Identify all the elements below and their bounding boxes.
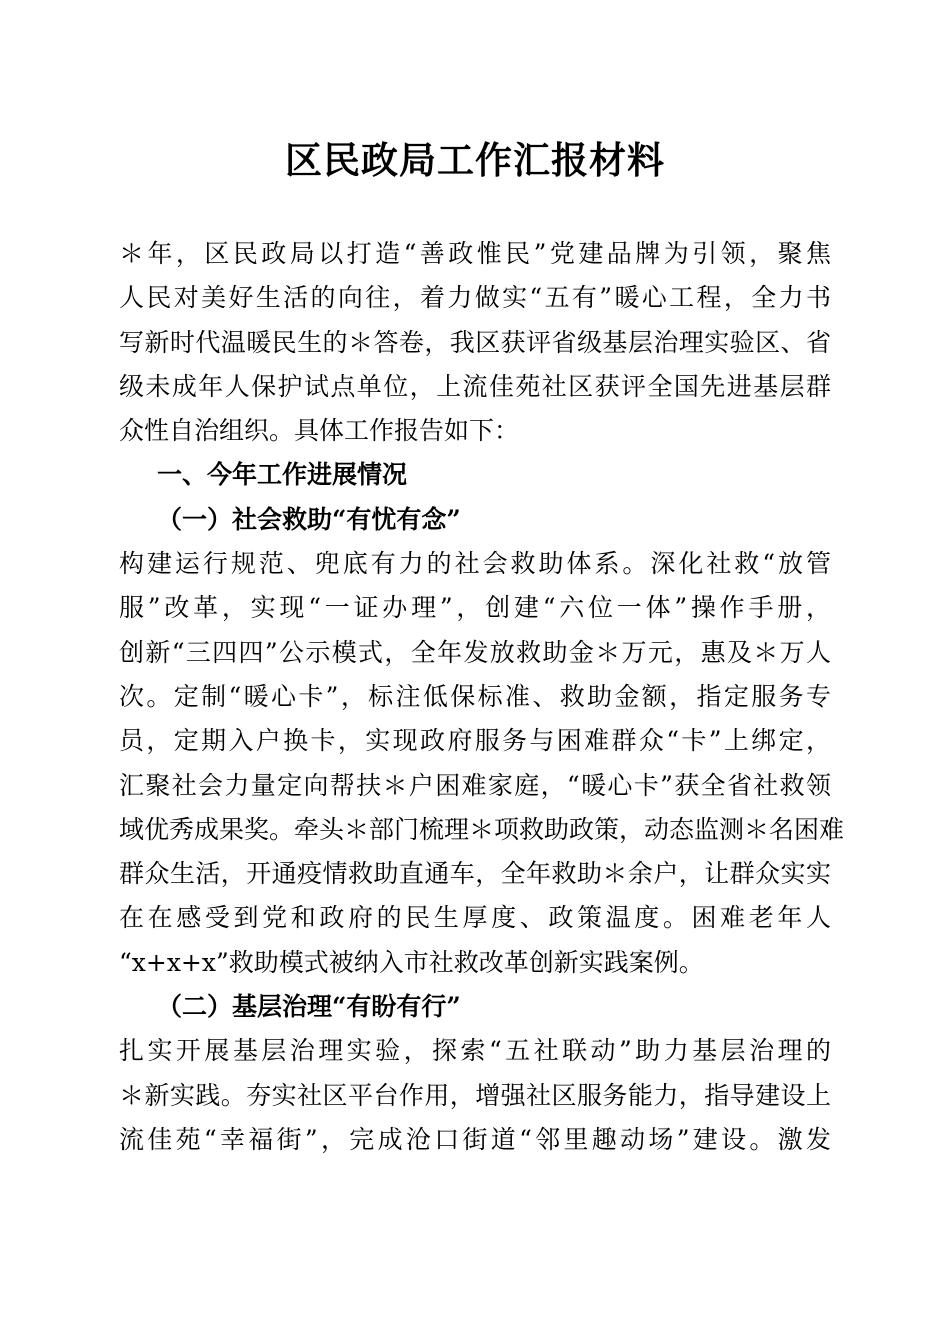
- section-heading: 一、今年工作进展情况: [157, 460, 408, 490]
- paragraph-line: 级未成年人保护试点单位，上流佳苑社区获评全国先进基层群: [119, 371, 831, 401]
- document-title: 区民政局工作汇报材料: [285, 138, 665, 182]
- paragraph-line: 员，定期入户换卡，实现政府服务与困难群众“卡”上绑定，: [119, 726, 831, 756]
- paragraph-line: 扎实开展基层治理实验，探索“五社联动”助力基层治理的: [119, 1036, 831, 1066]
- paragraph-line: ＊年，区民政局以打造“善政惟民”党建品牌为引领，聚焦: [119, 239, 831, 268]
- paragraph-line: 创新“三四四”公示模式，全年发放救助金＊万元，惠及＊万人: [119, 637, 831, 667]
- paragraph-line: 域优秀成果奖。牵头＊部门梳理＊项救助政策，动态监测＊名困难: [119, 814, 845, 844]
- paragraph-line: 群众生活，开通疫情救助直通车，全年救助＊余户，让群众实实: [119, 859, 831, 889]
- paragraph-line: 写新时代温暖民生的＊答卷，我区获评省级基层治理实验区、省: [119, 327, 831, 357]
- paragraph-line: 在在感受到党和政府的民生厚度、政策温度。困难老年人: [119, 903, 831, 933]
- paragraph-line: 流佳苑“幸福街”，完成沧口街道“邻里趣动场”建设。激发: [119, 1124, 831, 1154]
- document-body: [119, 232, 845, 1162]
- paragraph-line: 人民对美好生活的向往，着力做实“五有”暖心工程，全力书: [119, 283, 831, 313]
- paragraph-line: 汇聚社会力量定向帮扶＊户困难家庭，“暖心卡”获全省社救领: [119, 770, 831, 800]
- subsection-heading: （一）社会救助“有忧有念”: [157, 504, 461, 534]
- paragraph-line: 次。定制“暖心卡”，标注低保标准、救助金额，指定服务专: [119, 681, 831, 711]
- paragraph-line: 众性自治组织。具体工作报告如下：: [119, 416, 520, 446]
- subsection-heading: （二）基层治理“有盼有行”: [157, 992, 461, 1022]
- paragraph-line: 构建运行规范、兜底有力的社会救助体系。深化社救“放管: [119, 549, 831, 579]
- paragraph-line: ＊新实践。夯实社区平台作用，增强社区服务能力，指导建设上: [119, 1080, 831, 1110]
- paragraph-line: “x+x+x”救助模式被纳入市社救改革创新实践案例。: [119, 947, 704, 977]
- paragraph-line: 服”改革，实现“一证办理”，创建“六位一体”操作手册，: [119, 593, 831, 623]
